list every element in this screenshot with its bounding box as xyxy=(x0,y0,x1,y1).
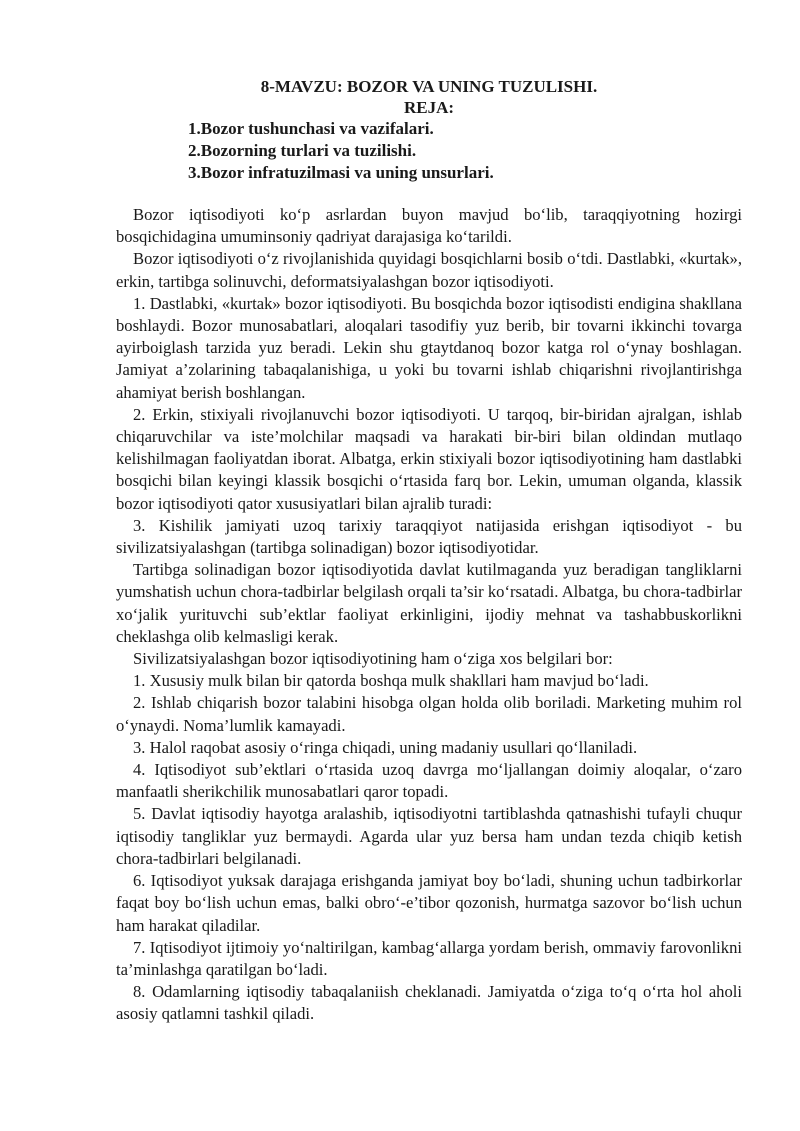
document-title: 8-MAVZU: BOZOR VA UNING TUZULISHI. xyxy=(260,77,598,96)
paragraph: 2. Ishlab chiqarish bozor talabini hisobga olgan holda olib boriladi. Marketing muhim rol o‘ynaydi. Noma’lumlik kamayadi. xyxy=(116,693,742,735)
paragraph: Sivilizatsiyalashgan bozor iqtisodiyotining ham o‘ziga xos belgilari bor: xyxy=(133,649,613,669)
paragraph: 4. Iqtisodiyot sub’ektlari o‘rtasida uzoq davrga mo‘ljallangan doimiy aloqalar, o‘zaro manfaatli sherikchilik munosabatlari qaror topadi. xyxy=(116,760,742,802)
paragraph: Bozor iqtisodiyoti ko‘p asrlardan buyon mavjud bo‘lib, taraqqiyotning hozirgi bosqichidagina umuminsoniy qadriyat darajasiga ko‘tarildi. xyxy=(116,205,742,247)
paragraph: 3. Halol raqobat asosiy o‘ringa chiqadi, uning madaniy usullari qo‘llaniladi. xyxy=(133,737,638,757)
plan-list xyxy=(188,118,742,184)
paragraph: Tartibga solinadigan bozor iqtisodiyotida davlat kutilmaganda yuz beradigan tangliklarni yumshatish uchun chora-tadbirlar belgilash orqali ta’sir ko‘rsatadi. Albatga, bu chora-tadbirlar xo‘jalik yurituvchi sub’ektlar faoliyat erkinligini, ijodiy mehnat va tashabbuskorlikni cheklashga olib kelmasligi kerak. xyxy=(116,560,742,646)
paragraph: 1. Dastlabki, «kurtak» bozor iqtisodiyoti. Bu bosqichda bozor iqtisodisti endigina shakllana boshlaydi. Bozor munosabatlari, aloqalari tasodifiy yuz berib, bir tovarni ikkinchi tovarga ayirboiglash tarzida yuz beradi. Lekin shu gtaytdanoq bozor katga rol o‘ynay boshlagan. Jamiyat a’zolarining tabaqalanishiga, u yoki bu tovarni ishlab chiqarishni rivojlantirishga ahamiyat berish boshlangan. xyxy=(116,293,742,402)
plan-item: 3.Bozor infratuzilmasi va uning unsurlari. xyxy=(188,163,494,182)
plan-item: 1.Bozor tushunchasi va vazifalari. xyxy=(188,119,434,138)
plan-heading: REJA: xyxy=(403,98,455,117)
plan-item: 2.Bozorning turlari va tuzilishi. xyxy=(188,141,417,160)
paragraph: 6. Iqtisodiyot yuksak darajaga erishganda jamiyat boy bo‘ladi, shuning uchun tadbirkorlar faqat boy bo‘lish uchun emas, balki obro‘-e’tibor qozonish, hurmatga sazovor bo‘lish uchun ham harakat qiladilar. xyxy=(116,871,742,935)
paragraph: Bozor iqtisodiyoti o‘z rivojlanishida quyidagi bosqichlarni bosib o‘tdi. Dastlabki, «kurtak», erkin, tartibga solinuvchi, deformatsiyalashgan bozor iqtisodiyoti. xyxy=(116,249,742,291)
document-body xyxy=(116,204,742,1026)
paragraph: 8. Odamlarning iqtisodiy tabaqalaniish cheklanadi. Jamiyatda o‘ziga to‘q o‘rta hol aholi asosiy qatlamni tashkil qiladi. xyxy=(116,982,742,1024)
paragraph: 5. Davlat iqtisodiy hayotga aralashib, iqtisodiyotni tartiblashda qatnashishi tufayli chuqur iqtisodiy tangliklar yuz bermaydi. Agarda ular yuz bersa ham undan tezda chiqib ketish chora-tadbirlari belgilanadi. xyxy=(116,804,742,868)
paragraph: 2. Erkin, stixiyali rivojlanuvchi bozor iqtisodiyoti. U tarqoq, bir-biridan ajralgan, ishlab chiqaruvchilar va iste’molchilar maqsadi va harakati bir-biri bilan oldindan mutlaqo kelishilmagan faoliyatdan iborat. Albatga, erkin stixiyali bozor iqtisodiyotining ham dastlabki bosqichi bilan keyingi klassik bosqichi o‘rtasida farq bor. Lekin, umuman olganda, klassik bozor iqtisodiyoti qator xususiyatlari bilan ajralib turadi: xyxy=(116,404,742,513)
paragraph: 1. Xususiy mulk bilan bir qatorda boshqa mulk shakllari ham mavjud bo‘ladi. xyxy=(133,671,649,691)
paragraph: 7. Iqtisodiyot ijtimoiy yo‘naltirilgan, kambag‘allarga yordam berish, ommaviy farovonlikni ta’minlashga qaratilgan bo‘ladi. xyxy=(116,937,742,979)
paragraph: 3. Kishilik jamiyati uzoq tarixiy taraqqiyot natijasida erishgan iqtisodiyot - bu sivilizatsiyalashgan (tartibga solinadigan) bozor iqtisodiyotidar. xyxy=(116,515,742,558)
